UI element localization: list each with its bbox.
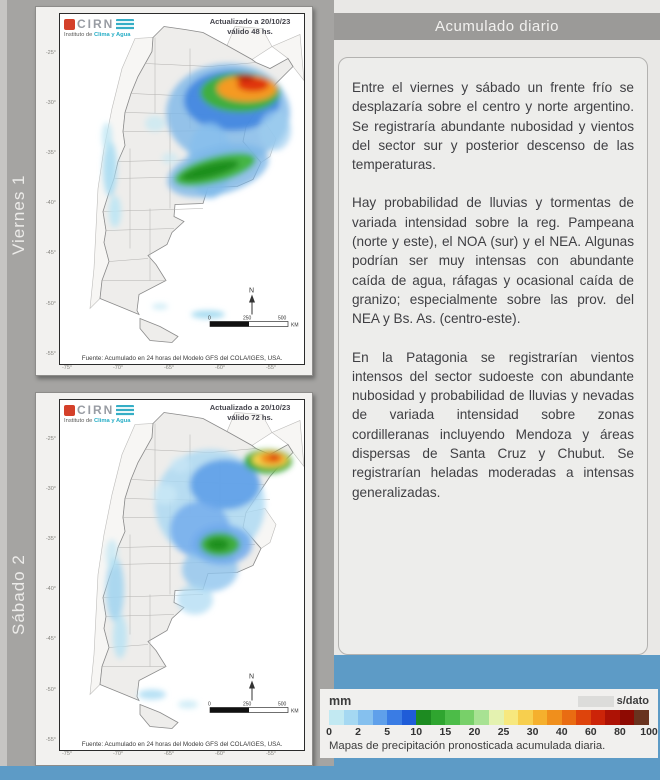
- legend-unit-label: mm: [329, 694, 352, 708]
- svg-text:500: 500: [278, 701, 287, 708]
- cirn-wordmark: CIRN: [77, 17, 115, 31]
- day-label-sabado: Sábado 2: [9, 554, 28, 636]
- longitude-axis: -75° -70° -65° -60° -55°: [61, 365, 277, 371]
- forecast-paragraph: Entre el viernes y sábado un frente frío se desplazaría sobre el centro y norte argentino. Se registraría abundante nubosidad y vientos del sector sur y posterior descenso de las temperaturas.: [352, 80, 634, 173]
- bottom-blue-strip: [0, 766, 334, 780]
- scale-bar: [208, 316, 299, 329]
- latitude-axis: -25° -30° -35° -40° -45° -50° -55°: [45, 436, 56, 743]
- precip-legend: [320, 689, 658, 758]
- panel-title: Acumulado diario: [334, 13, 660, 40]
- svg-text:250: 250: [243, 315, 252, 322]
- cirn-wordmark: CIRN: [77, 403, 115, 417]
- svg-text:KM: KM: [291, 708, 299, 715]
- map-frame-viernes: [59, 13, 305, 365]
- map-source-caption: Fuente: Acumulado en 24 horas del Modelo GFS del COLA/IGES, USA.: [60, 739, 304, 750]
- institute-name: Instituto de Clima y Agua: [64, 418, 131, 424]
- day-label-viernes: Viernes 1: [9, 174, 28, 256]
- argentina-precip-map-viernes: [60, 14, 304, 353]
- forecast-paragraph: En la Patagonia se registrarían vientos intensos del sector sudoeste con abundante nubosidad y probabilidad de lluvias y nevadas de variada intensidad sobre zonas cordilleranas incluyendo Mendoza y áreas dispersas de Santa Cruz y Chubut. Se registrarían heladas moderadas a intensas generalizadas.: [352, 349, 634, 500]
- north-arrow-icon: [249, 674, 255, 701]
- color-scale-ticks: 0 2 5 10 15 20 25 30 40 60 80 100: [326, 726, 658, 738]
- legend-caption: Mapas de precipitación pronosticada acumulada diaria.: [329, 740, 606, 752]
- cirn-logo: [64, 403, 134, 424]
- cirn-logo: [64, 17, 134, 38]
- map-card-viernes: [35, 6, 313, 376]
- updated-label: Actualizado a 20/10/23 válido 48 hs.: [209, 17, 291, 37]
- clima-agua-logo-icon: [116, 19, 134, 30]
- svg-text:N: N: [249, 287, 255, 295]
- scale-bar: [208, 702, 299, 715]
- clima-agua-logo-icon: [116, 405, 134, 416]
- inta-logo-icon: [64, 405, 75, 416]
- latitude-axis: -25° -30° -35° -40° -45° -50° -55°: [45, 50, 56, 357]
- longitude-axis: -75° -70° -65° -60° -55°: [61, 751, 277, 757]
- svg-text:500: 500: [278, 315, 287, 322]
- nodata-swatch: [578, 696, 614, 707]
- updated-label: Actualizado a 20/10/23 válido 72 hs.: [209, 403, 291, 423]
- nodata-label: s/dato: [616, 695, 649, 707]
- north-arrow-icon: [249, 288, 255, 315]
- forecast-text-card: [338, 57, 648, 655]
- inta-logo-icon: [64, 19, 75, 30]
- svg-text:KM: KM: [291, 322, 299, 329]
- svg-text:N: N: [249, 673, 255, 681]
- map-source-caption: Fuente: Acumulado en 24 horas del Modelo GFS del COLA/IGES, USA.: [60, 353, 304, 364]
- forecast-paragraph: Hay probabilidad de lluvias y tormentas de variada intensidad sobre la reg. Pampeana (norte y este), el NOA (sur) y el NEA. Algunas podrían ser muy intensas con abundante caída de agua, ráfagas y ocasional caída de granizo; especialmente sobre las prov. del NEA y Bs. As. (centro-este).: [352, 195, 634, 327]
- svg-text:0: 0: [208, 315, 211, 322]
- institute-name: Instituto de Clima y Agua: [64, 32, 131, 38]
- map-card-sabado: [35, 392, 313, 766]
- svg-text:0: 0: [208, 701, 211, 708]
- svg-text:250: 250: [243, 701, 252, 708]
- argentina-precip-map-sabado: [60, 400, 304, 739]
- legend-nodata: [578, 695, 649, 707]
- color-scale-bar: [329, 710, 649, 725]
- map-frame-sabado: [59, 399, 305, 751]
